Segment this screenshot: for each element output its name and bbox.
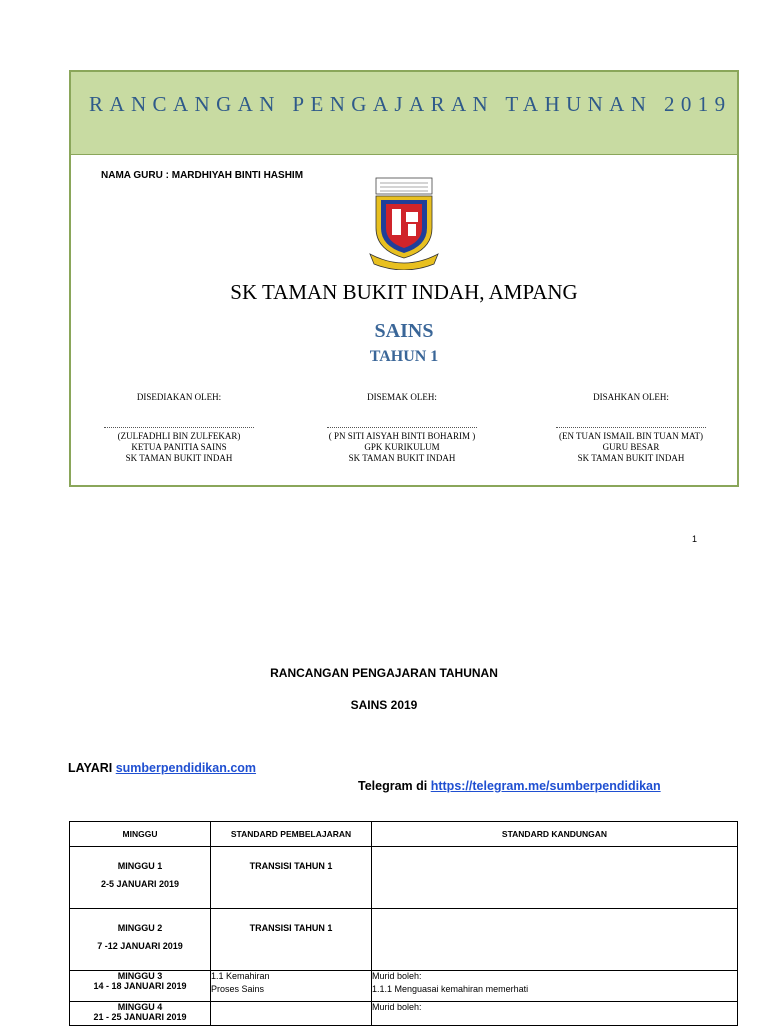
signatory-name: ( PN SITI AISYAH BINTI BOHARIM ) [328, 431, 476, 441]
page-number: 1 [692, 534, 698, 544]
document-subheading: SAINS 2019 [350, 698, 418, 712]
sk-cell [372, 971, 738, 1002]
signatory-org: SK TAMAN BUKIT INDAH [348, 453, 456, 463]
school-crest-icon [368, 176, 440, 270]
week-dates: 2-5 JANUARI 2019 [100, 879, 180, 889]
signatory-approved [521, 392, 741, 464]
teacher-name: NAMA GURU : MARDHIYAH BINTI HASHIM [101, 170, 304, 181]
layari-label: LAYARI [68, 761, 116, 775]
week-cell [70, 1002, 211, 1026]
week-dates: 7 -12 JANUARI 2019 [97, 941, 183, 951]
sk-line: 1.1.1 Menguasai kemahiran memerhati [372, 984, 529, 994]
week-cell [70, 909, 211, 971]
week-cell [70, 847, 211, 909]
sp-line: 1.1 Kemahiran [211, 971, 270, 981]
signatory-reviewed [292, 392, 512, 464]
signature-line [104, 427, 254, 429]
week-label: MINGGU 3 [117, 971, 163, 981]
signatory-org: SK TAMAN BUKIT INDAH [125, 453, 233, 463]
table-row [70, 1002, 738, 1026]
week-label: MINGGU 1 [117, 861, 163, 871]
signatory-name: (ZULFADHLI BIN ZULFEKAR) [117, 431, 241, 441]
signatory-title: GPK KURIKULUM [364, 442, 440, 452]
sp-cell: TRANSISI TAHUN 1 [211, 909, 372, 971]
school-name: SK TAMAN BUKIT INDAH, AMPANG [230, 280, 578, 304]
week-dates: 14 - 18 JANUARI 2019 [93, 981, 187, 991]
column-header-minggu: MINGGU [70, 822, 211, 847]
title-banner [71, 72, 737, 155]
table-row [70, 909, 738, 971]
sp-line: Proses Sains [211, 984, 265, 994]
signatory-role: DISEMAK OLEH: [367, 392, 437, 402]
layari-line [68, 761, 256, 775]
document-heading: RANCANGAN PENGAJARAN TAHUNAN [270, 666, 498, 680]
table-row [70, 971, 738, 1002]
telegram-label: Telegram di [358, 779, 431, 793]
week-label: MINGGU 4 [117, 1002, 163, 1012]
sk-cell [372, 909, 738, 971]
year-title: TAHUN 1 [369, 348, 439, 365]
week-dates: 21 - 25 JANUARI 2019 [93, 1012, 187, 1022]
signature-line [327, 427, 477, 429]
banner-title: RANCANGAN PENGAJARAN TAHUNAN 2019 [89, 92, 732, 116]
sk-cell [372, 1002, 738, 1026]
column-header-standard-kandungan: STANDARD KANDUNGAN [372, 822, 738, 847]
telegram-line [358, 779, 661, 793]
week-cell [70, 971, 211, 1002]
cover-page [69, 70, 739, 487]
signatory-prepared [69, 392, 289, 464]
sk-cell [372, 847, 738, 909]
column-header-standard-pembelajaran: STANDARD PEMBELAJARAN [211, 822, 372, 847]
sk-line: Murid boleh: [372, 1002, 422, 1012]
signatory-role: DISEDIAKAN OLEH: [136, 392, 222, 402]
signatory-name: (EN TUAN ISMAIL BIN TUAN MAT) [558, 431, 704, 441]
signatory-org: SK TAMAN BUKIT INDAH [577, 453, 685, 463]
sk-line: Murid boleh: [372, 971, 422, 981]
signatory-title: KETUA PANITIA SAINS [131, 442, 227, 452]
subject-title: SAINS [374, 320, 434, 342]
signatory-title: GURU BESAR [602, 442, 660, 452]
week-label: MINGGU 2 [117, 923, 163, 933]
telegram-link[interactable]: https://telegram.me/sumberpendidikan [430, 779, 661, 793]
yearly-plan-table [69, 821, 738, 1026]
sp-cell [211, 1002, 372, 1026]
signature-line [556, 427, 706, 429]
sp-cell [211, 971, 372, 1002]
table-row [70, 847, 738, 909]
signatory-role: DISAHKAN OLEH: [593, 392, 669, 402]
sumberpendidikan-link[interactable]: sumberpendidikan.com [115, 761, 257, 775]
sp-cell: TRANSISI TAHUN 1 [211, 847, 372, 909]
table-header-row [70, 822, 738, 847]
